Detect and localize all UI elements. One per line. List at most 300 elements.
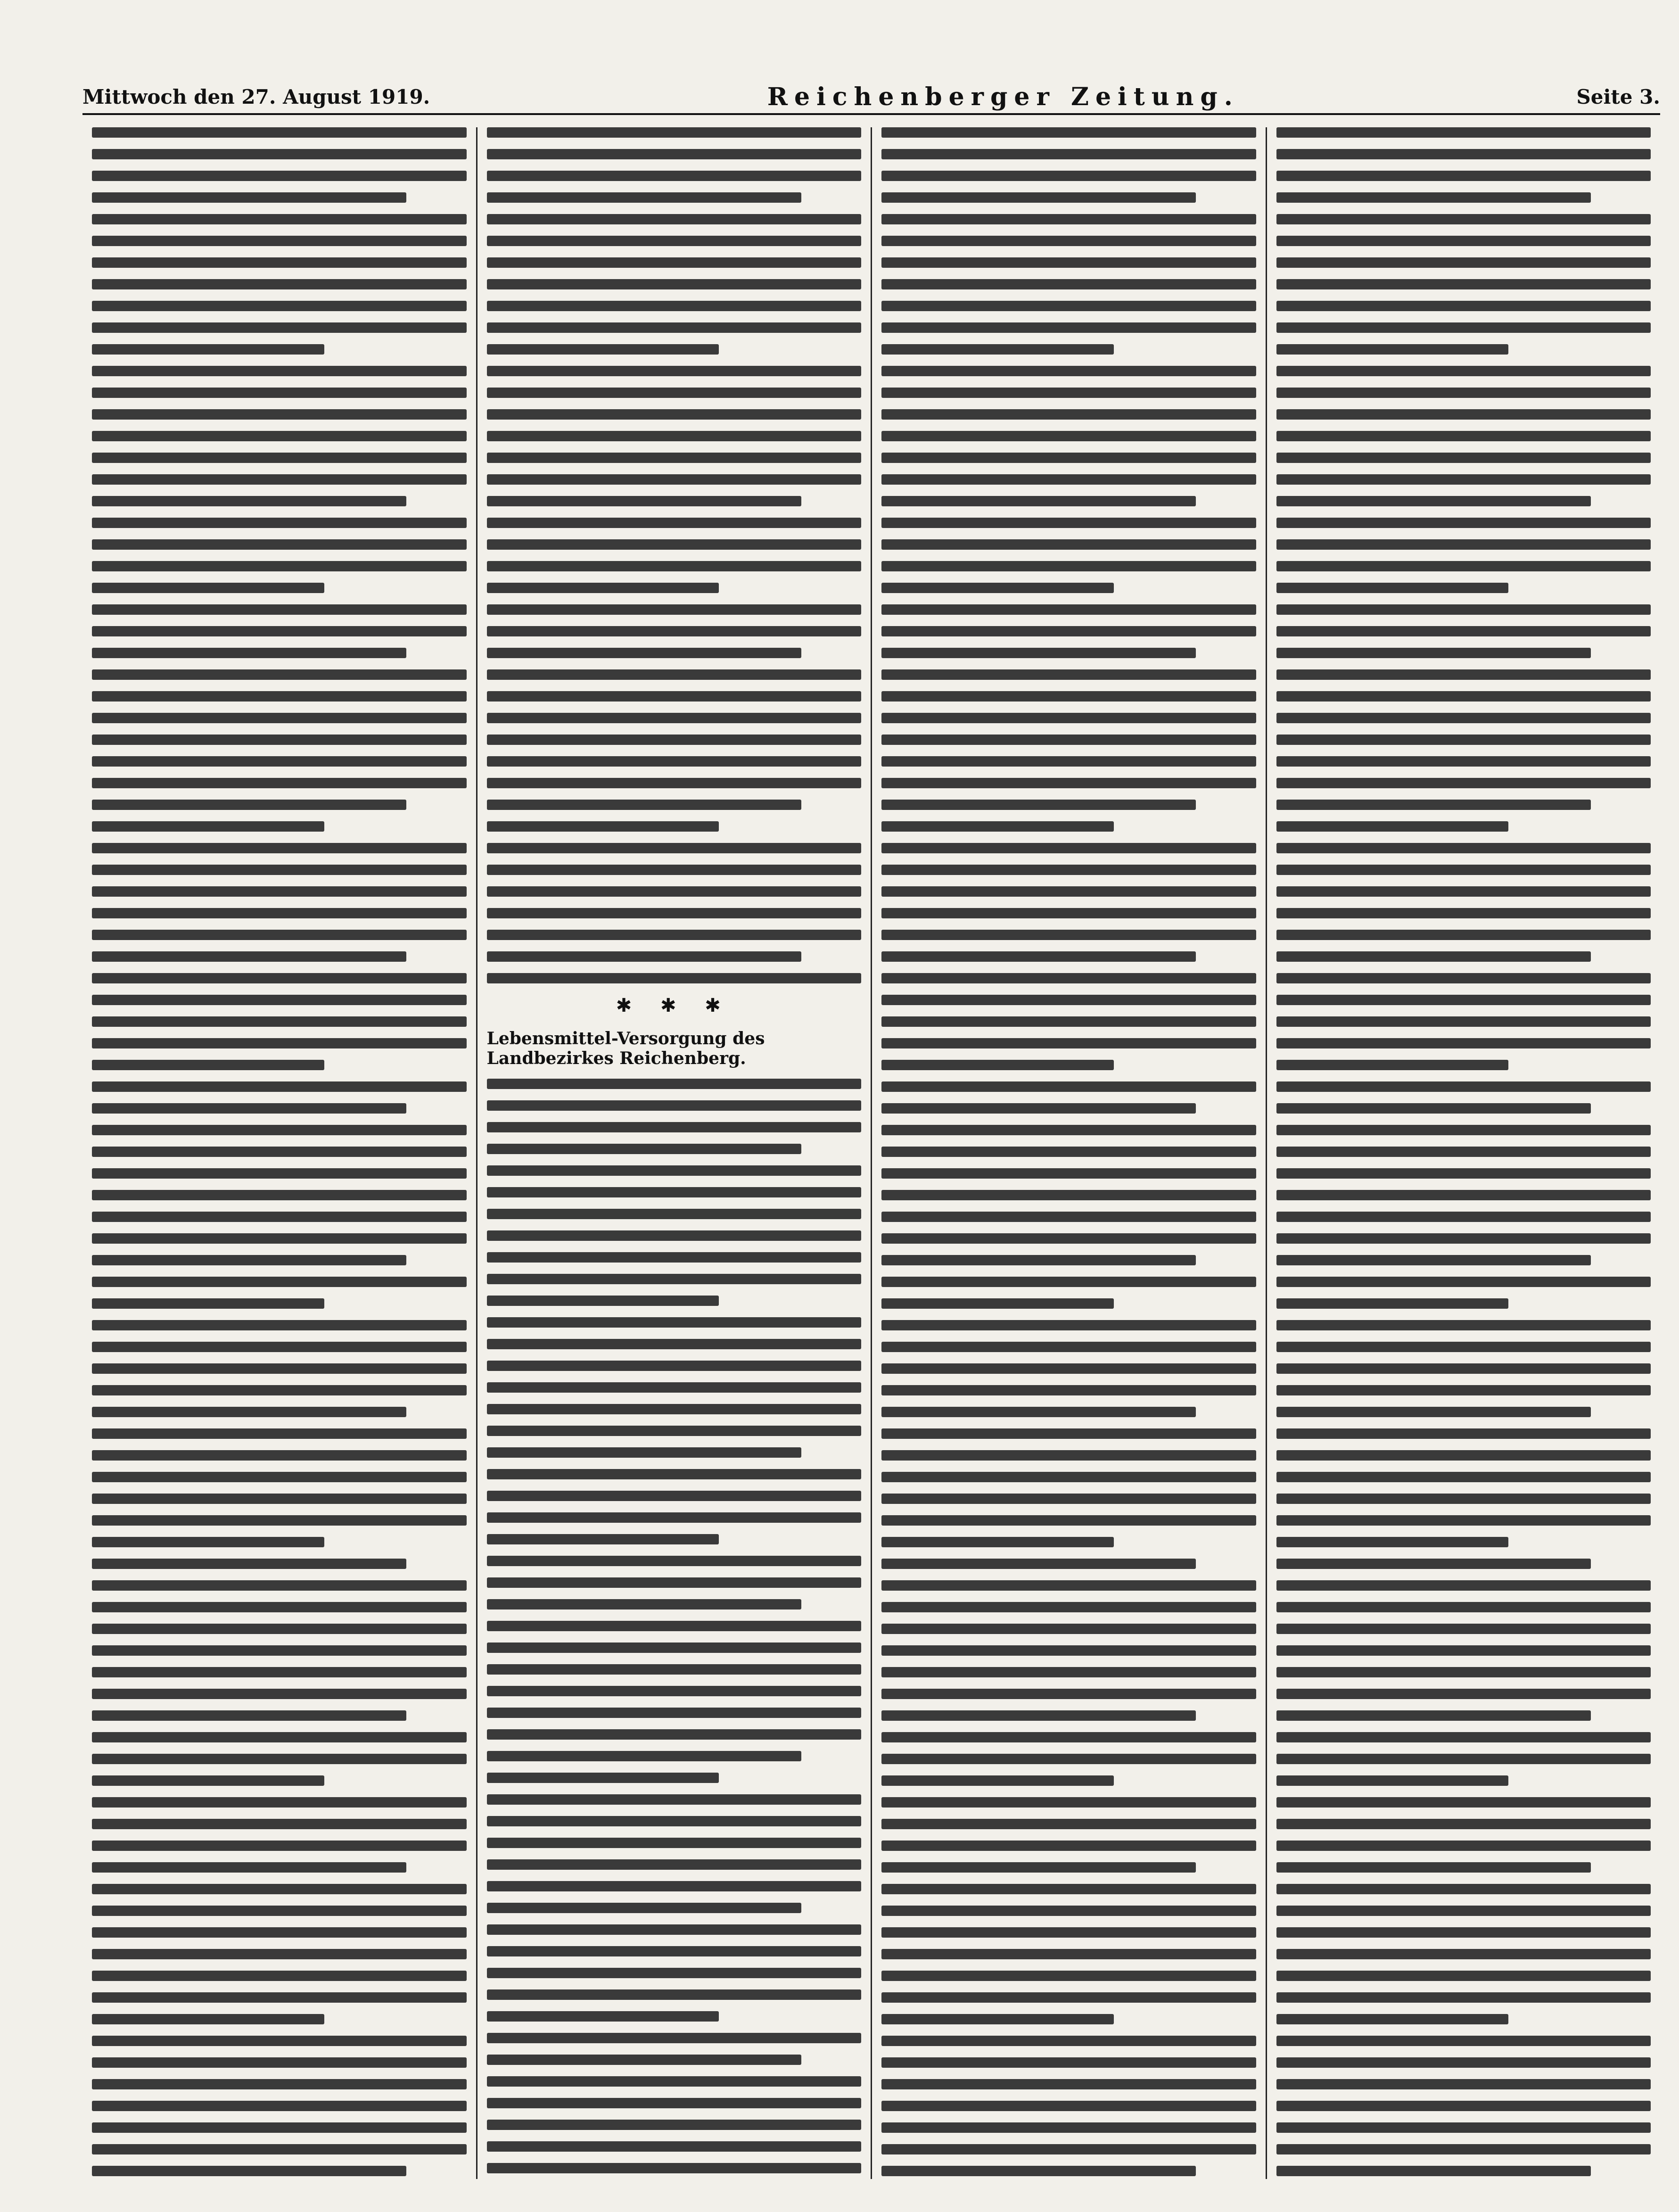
text-line-placeholder [92,669,467,680]
text-line-placeholder [881,583,1114,593]
text-line-placeholder [881,518,1256,528]
text-line-placeholder [881,453,1256,463]
text-line-placeholder [487,2098,862,2108]
text-line-placeholder [881,1450,1256,1461]
text-line-placeholder [487,279,862,289]
text-line-placeholder [881,1884,1256,1894]
text-line-placeholder [92,171,467,181]
text-line-placeholder [881,1537,1114,1547]
text-line-placeholder [92,604,467,615]
text-line-placeholder [881,1862,1196,1873]
text-line-placeholder [1276,2057,1651,2068]
text-line-placeholder [92,1667,467,1677]
text-line-placeholder [881,1949,1256,1959]
body-lines-top [487,127,862,983]
text-line-placeholder [487,257,862,268]
text-line-placeholder [92,865,467,875]
text-line-placeholder [881,344,1114,355]
text-line-placeholder [487,344,719,355]
text-line-placeholder [1276,604,1651,615]
text-line-placeholder [881,2057,1256,2068]
text-line-placeholder [881,1775,1114,1786]
text-line-placeholder [881,539,1256,550]
text-line-placeholder [1276,127,1651,138]
text-line-placeholder [92,2036,467,2046]
page-header [82,80,1660,115]
text-line-placeholder [1276,865,1651,875]
text-line-placeholder [487,366,862,376]
text-line-placeholder [92,1645,467,1656]
text-line-placeholder [1276,1103,1591,1114]
text-line-placeholder [487,2120,862,2130]
text-line-placeholder [92,1385,467,1395]
text-line-placeholder [881,1298,1114,1309]
text-line-placeholder [92,1016,467,1027]
text-line-placeholder [881,127,1256,138]
text-line-placeholder [487,431,862,441]
text-line-placeholder [1276,2036,1651,2046]
text-line-placeholder [487,1317,862,1328]
text-line-placeholder [1276,409,1651,420]
text-line-placeholder [881,171,1256,181]
text-line-placeholder [1276,1147,1651,1157]
text-line-placeholder [92,1992,467,2003]
text-line-placeholder [881,1754,1256,1764]
text-line-placeholder [92,1710,406,1721]
text-line-placeholder [92,344,324,355]
text-line-placeholder [487,1469,862,1479]
text-line-placeholder [1276,1559,1591,1569]
text-line-placeholder [92,2014,324,2024]
text-line-placeholder [487,496,801,506]
column-2 [477,127,872,2179]
text-line-placeholder [1276,1190,1651,1200]
text-line-placeholder [881,1016,1256,1027]
text-line-placeholder [92,2122,467,2133]
text-line-placeholder [1276,2122,1651,2133]
text-line-placeholder [487,951,801,962]
text-line-placeholder [1276,1754,1651,1764]
text-line-placeholder [92,1428,467,1439]
text-line-placeholder [92,1602,467,1612]
text-line-placeholder [881,995,1256,1005]
text-line-placeholder [881,886,1256,897]
text-line-placeholder [487,1664,862,1675]
text-line-placeholder [92,1233,467,1244]
body-lines-top [92,127,467,2179]
text-line-placeholder [881,409,1256,420]
text-line-placeholder [881,604,1256,615]
text-line-placeholder [881,1385,1256,1395]
text-line-placeholder [487,1924,862,1935]
text-line-placeholder [92,735,467,745]
text-line-placeholder [1276,1667,1651,1677]
text-line-placeholder [92,214,467,224]
text-line-placeholder [881,1081,1256,1092]
text-line-placeholder [881,2122,1256,2133]
text-line-placeholder [881,1624,1256,1634]
text-line-placeholder [487,474,862,485]
text-line-placeholder [487,1556,862,1566]
text-line-placeholder [92,453,467,463]
text-line-placeholder [487,1968,862,1978]
text-line-placeholder [487,1296,719,1306]
text-line-placeholder [92,778,467,788]
text-line-placeholder [487,908,862,918]
text-line-placeholder [487,1989,862,2000]
text-line-placeholder [1276,279,1651,289]
text-line-placeholder [92,583,324,593]
text-line-placeholder [881,2166,1196,2176]
text-line-placeholder [881,192,1196,203]
text-line-placeholder [487,1859,862,1870]
text-line-placeholder [1276,561,1651,571]
text-line-placeholder [1276,301,1651,311]
text-line-placeholder [92,973,467,983]
text-line-placeholder [881,1320,1256,1330]
text-line-placeholder [487,2033,862,2043]
text-line-placeholder [487,1512,862,1523]
text-line-placeholder [487,1122,862,1132]
text-line-placeholder [92,691,467,702]
text-line-placeholder [881,1363,1256,1374]
text-line-placeholder [1276,1797,1651,1808]
text-line-placeholder [1276,1624,1651,1634]
text-line-placeholder [92,1819,467,1829]
text-line-placeholder [881,2144,1256,2154]
text-line-placeholder [881,2079,1256,2089]
text-line-placeholder [1276,1428,1651,1439]
text-line-placeholder [92,2057,467,2068]
text-line-placeholder [92,1559,406,1569]
text-line-placeholder [92,1732,467,1742]
text-line-placeholder [92,800,406,810]
text-line-placeholder [92,626,467,636]
text-line-placeholder [92,518,467,528]
text-line-placeholder [1276,1212,1651,1222]
text-line-placeholder [487,1491,862,1501]
text-line-placeholder [487,604,862,615]
text-line-placeholder [1276,366,1651,376]
text-line-placeholder [881,2014,1114,2024]
text-line-placeholder [1276,843,1651,853]
text-line-placeholder [92,409,467,420]
text-line-placeholder [487,2163,862,2173]
masthead: Reichenberger Zeitung. [767,82,1239,111]
text-line-placeholder [881,930,1256,940]
text-line-placeholder [487,236,862,246]
text-line-placeholder [92,1797,467,1808]
text-line-placeholder [1276,1081,1651,1092]
text-line-placeholder [881,1819,1256,1829]
text-line-placeholder [92,2101,467,2111]
text-line-placeholder [881,1602,1256,1612]
text-line-placeholder [1276,1862,1591,1873]
text-line-placeholder [92,236,467,246]
text-line-placeholder [881,1190,1256,1200]
text-line-placeholder [92,1103,406,1114]
text-line-placeholder [1276,1038,1651,1048]
page-number: Seite 3. [1576,85,1660,108]
text-line-placeholder [1276,539,1651,550]
text-line-placeholder [881,1971,1256,1981]
text-line-placeholder [881,1038,1256,1048]
text-line-placeholder [1276,257,1651,268]
text-line-placeholder [92,886,467,897]
text-line-placeholder [1276,1298,1509,1309]
text-line-placeholder [1276,236,1651,246]
text-line-placeholder [92,149,467,159]
text-line-placeholder [92,1255,406,1265]
text-line-placeholder [1276,1407,1591,1417]
text-line-placeholder [92,1060,324,1070]
text-line-placeholder [881,1906,1256,1916]
text-line-placeholder [92,279,467,289]
text-line-placeholder [881,843,1256,853]
text-line-placeholder [1276,1710,1591,1721]
body-lines-bottom [487,1079,862,2179]
text-line-placeholder [881,648,1196,658]
text-line-placeholder [1276,496,1591,506]
text-line-placeholder [881,626,1256,636]
text-line-placeholder [1276,1450,1651,1461]
text-line-placeholder [487,1426,862,1436]
text-line-placeholder [881,1125,1256,1135]
text-line-placeholder [1276,626,1651,636]
text-line-placeholder [487,1361,862,1371]
text-line-placeholder [487,886,862,897]
text-line-placeholder [92,127,467,138]
text-line-placeholder [487,713,862,723]
text-line-placeholder [487,214,862,224]
text-line-placeholder [881,1927,1256,1938]
text-line-placeholder [92,1472,467,1482]
text-line-placeholder [1276,800,1591,810]
text-line-placeholder [92,1775,324,1786]
text-line-placeholder [487,756,862,767]
text-line-placeholder [92,257,467,268]
text-line-placeholder [487,800,801,810]
text-line-placeholder [92,1841,467,1851]
text-line-placeholder [1276,1494,1651,1504]
text-line-placeholder [92,1147,467,1157]
text-line-placeholder [881,301,1256,311]
text-line-placeholder [1276,322,1651,333]
text-line-placeholder [487,2141,862,2152]
text-line-placeholder [881,735,1256,745]
text-line-placeholder [881,1212,1256,1222]
text-line-placeholder [1276,1884,1651,1894]
text-line-placeholder [1276,1971,1651,1981]
text-line-placeholder [881,2101,1256,2111]
text-line-placeholder [487,930,862,940]
text-line-placeholder [487,2011,719,2022]
text-line-placeholder [487,843,862,853]
text-columns [82,127,1660,2179]
text-line-placeholder [1276,214,1651,224]
text-line-placeholder [92,821,324,832]
text-line-placeholder [92,1949,467,1959]
text-line-placeholder [92,366,467,376]
text-line-placeholder [881,431,1256,441]
text-line-placeholder [881,149,1256,159]
text-line-placeholder [487,1165,862,1176]
text-line-placeholder [881,691,1256,702]
text-line-placeholder [1276,1580,1651,1591]
text-line-placeholder [92,951,406,962]
text-line-placeholder [881,778,1256,788]
text-line-placeholder [487,2055,801,2065]
text-line-placeholder [92,1515,467,1526]
text-line-placeholder [487,1642,862,1653]
text-line-placeholder [92,1884,467,1894]
text-line-placeholder [881,1515,1256,1526]
text-line-placeholder [881,908,1256,918]
text-line-placeholder [881,1494,1256,1504]
text-line-placeholder [487,1230,862,1241]
text-line-placeholder [92,995,467,1005]
text-line-placeholder [92,388,467,398]
text-line-placeholder [1276,2079,1651,2089]
text-line-placeholder [1276,930,1651,940]
text-line-placeholder [881,322,1256,333]
text-line-placeholder [881,1277,1256,1287]
text-line-placeholder [881,669,1256,680]
text-line-placeholder [1276,1125,1651,1135]
text-line-placeholder [1276,995,1651,1005]
text-line-placeholder [881,865,1256,875]
text-line-placeholder [92,474,467,485]
text-line-placeholder [487,2076,862,2087]
text-line-placeholder [881,1060,1114,1070]
text-line-placeholder [487,1577,862,1588]
text-line-placeholder [1276,1602,1651,1612]
text-line-placeholder [1276,1320,1651,1330]
text-line-placeholder [1276,1732,1651,1742]
body-lines [1276,127,1651,2179]
text-line-placeholder [881,1992,1256,2003]
text-line-placeholder [92,1927,467,1938]
text-line-placeholder [1276,1060,1509,1070]
text-line-placeholder [487,1708,862,1718]
text-line-placeholder [487,322,862,333]
text-line-placeholder [487,1838,862,1848]
text-line-placeholder [92,1754,467,1764]
text-line-placeholder [487,409,862,420]
text-line-placeholder [92,561,467,571]
text-line-placeholder [92,1537,324,1547]
text-line-placeholder [487,1144,801,1154]
text-line-placeholder [881,496,1196,506]
text-line-placeholder [1276,192,1591,203]
text-line-placeholder [881,1233,1256,1244]
text-line-placeholder [92,1168,467,1179]
text-line-placeholder [1276,453,1651,463]
text-line-placeholder [487,301,862,311]
text-line-placeholder [1276,669,1651,680]
text-line-placeholder [1276,1841,1651,1851]
text-line-placeholder [1276,431,1651,441]
text-line-placeholder [92,1450,467,1461]
text-line-placeholder [92,1971,467,1981]
column-4 [1267,127,1661,2179]
text-line-placeholder [1276,735,1651,745]
text-line-placeholder [1276,149,1651,159]
text-line-placeholder [1276,1016,1651,1027]
text-line-placeholder [487,626,862,636]
text-line-placeholder [92,322,467,333]
text-line-placeholder [92,539,467,550]
text-line-placeholder [1276,908,1651,918]
text-line-placeholder [1276,973,1651,983]
header-date: Mittwoch den 27. August 1919. [82,85,430,108]
text-line-placeholder [1276,1342,1651,1352]
text-line-placeholder [487,453,862,463]
text-line-placeholder [881,1689,1256,1699]
text-line-placeholder [487,1751,801,1761]
text-line-placeholder [487,1621,862,1631]
text-line-placeholder [487,735,862,745]
text-line-placeholder [487,1816,862,1826]
text-line-placeholder [881,1103,1196,1114]
text-line-placeholder [881,1732,1256,1742]
text-line-placeholder [487,1382,862,1393]
text-line-placeholder [92,648,406,658]
text-line-placeholder [487,518,862,528]
text-line-placeholder [1276,951,1591,962]
text-line-placeholder [881,388,1256,398]
text-line-placeholder [487,1881,862,1891]
text-line-placeholder [92,1212,467,1222]
text-line-placeholder [487,1404,862,1414]
text-line-placeholder [487,1079,862,1089]
text-line-placeholder [881,2036,1256,2046]
text-line-placeholder [487,1187,862,1197]
text-line-placeholder [487,1729,862,1740]
text-line-placeholder [1276,1363,1651,1374]
text-line-placeholder [1276,518,1651,528]
text-line-placeholder [92,1580,467,1591]
text-line-placeholder [1276,648,1591,658]
text-line-placeholder [487,1274,862,1284]
text-line-placeholder [1276,1233,1651,1244]
text-line-placeholder [92,192,406,203]
text-line-placeholder [881,1710,1196,1721]
text-line-placeholder [1276,1992,1651,2003]
text-line-placeholder [881,1645,1256,1656]
text-line-placeholder [881,1797,1256,1808]
text-line-placeholder [487,1599,801,1609]
text-line-placeholder [487,1903,801,1913]
text-line-placeholder [1276,583,1509,593]
text-line-placeholder [487,1100,862,1111]
text-line-placeholder [487,127,862,138]
column-3 [872,127,1267,2179]
text-line-placeholder [1276,1927,1651,1938]
text-line-placeholder [881,821,1114,832]
text-line-placeholder [487,1946,862,1956]
text-line-placeholder [92,1342,467,1352]
text-line-placeholder [1276,344,1509,355]
text-line-placeholder [1276,1689,1651,1699]
text-line-placeholder [92,1320,467,1330]
text-line-placeholder [1276,1775,1509,1786]
text-line-placeholder [487,561,862,571]
text-line-placeholder [487,691,862,702]
text-line-placeholder [1276,474,1651,485]
text-line-placeholder [1276,1819,1651,1829]
text-line-placeholder [881,1580,1256,1591]
